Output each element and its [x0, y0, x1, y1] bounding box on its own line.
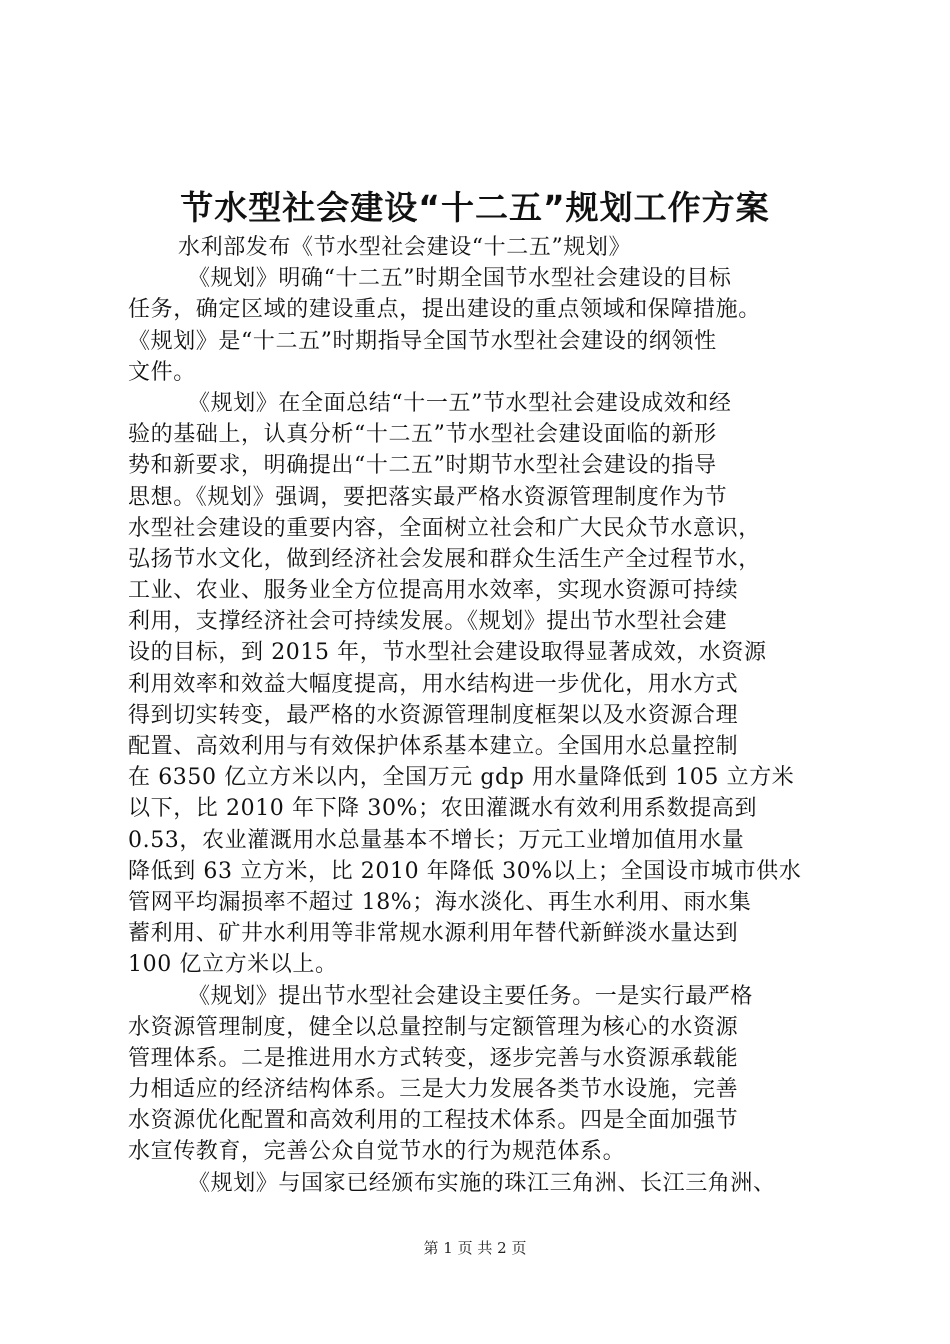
- text-line: 《规划》提出节水型社会建设主要任务。一是实行最严格: [188, 983, 754, 1009]
- text-line: 以下，比 2010 年下降 30%；农田灌溉水有效利用系数提高到: [128, 796, 758, 822]
- text-line: 工业、农业、服务业全方位提高用水效率，实现水资源可持续: [128, 578, 739, 604]
- text-line: 水宣传教育，完善公众自觉节水的行为规范体系。: [128, 1139, 626, 1165]
- text-line: 水资源管理制度，健全以总量控制与定额管理为核心的水资源: [128, 1014, 739, 1040]
- text-line: 思想。《规划》强调，要把落实最严格水资源管理制度作为节: [128, 484, 728, 510]
- text-line: 100 亿立方米以上。: [128, 952, 338, 978]
- text-line: 《规划》与国家已经颁布实施的珠江三角洲、长江三角洲、: [188, 1170, 776, 1196]
- text-line: 管理体系。二是推进用水方式转变，逐步完善与水资源承载能: [128, 1045, 739, 1071]
- page-footer: [0, 1238, 950, 1258]
- document-body: [128, 232, 840, 1199]
- text-line: 弘扬节水文化，做到经济社会发展和群众生活生产全过程节水，: [128, 546, 761, 572]
- text-line: 利用，支撑经济社会可持续发展。《规划》提出节水型社会建: [128, 609, 728, 635]
- text-line: 降低到 63 立方米，比 2010 年降低 30%以上；全国设市城市供水: [128, 858, 802, 884]
- text-line: 0.53，农业灌溉用水总量基本不增长；万元工业增加值用水量: [128, 827, 745, 853]
- text-line: 文件。: [128, 359, 196, 385]
- text-line: 水资源优化配置和高效利用的工程技术体系。四是全面加强节: [128, 1108, 739, 1134]
- text-line: 蓄利用、矿井水利用等非常规水源利用年替代新鲜淡水量达到: [128, 921, 739, 947]
- text-line: 验的基础上，认真分析“十二五”节水型社会建设面临的新形: [128, 422, 717, 448]
- text-line: 任务，确定区域的建设重点，提出建设的重点领域和保障措施。: [128, 297, 761, 323]
- text-line: 力相适应的经济结构体系。三是大力发展各类节水设施，完善: [128, 1077, 739, 1103]
- document-title: 节水型社会建设“十二五”规划工作方案: [180, 188, 770, 227]
- text-line: 水利部发布《节水型社会建设“十二五”规划》: [178, 235, 632, 260]
- page-number: 第 1 页 共 2 页: [423, 1239, 527, 1257]
- text-line: 配置、高效利用与有效保护体系基本建立。全国用水总量控制: [128, 734, 739, 759]
- text-line: 利用效率和效益大幅度提高，用水结构进一步优化，用水方式: [128, 671, 739, 697]
- text-line: 管网平均漏损率不超过 18%；海水淡化、再生水利用、雨水集: [128, 889, 752, 915]
- text-line: 在 6350 亿立方米以内，全国万元 gdp 用水量降低到 105 立方米: [128, 765, 795, 791]
- text-line: 《规划》是“十二五”时期指导全国节水型社会建设的纲领性: [128, 328, 717, 354]
- text-line: 势和新要求，明确提出“十二五”时期节水型社会建设的指导: [128, 453, 717, 479]
- text-line: 得到切实转变，最严格的水资源管理制度框架以及水资源合理: [128, 702, 739, 728]
- text-line: 水型社会建设的重要内容，全面树立社会和广大民众节水意识，: [128, 515, 761, 541]
- text-line: 设的目标，到 2015 年，节水型社会建设取得显著成效，水资源: [128, 640, 767, 666]
- text-line: 《规划》在全面总结“十一五”节水型社会建设成效和经: [188, 390, 732, 416]
- text-line: 《规划》明确“十二五”时期全国节水型社会建设的目标: [188, 266, 732, 292]
